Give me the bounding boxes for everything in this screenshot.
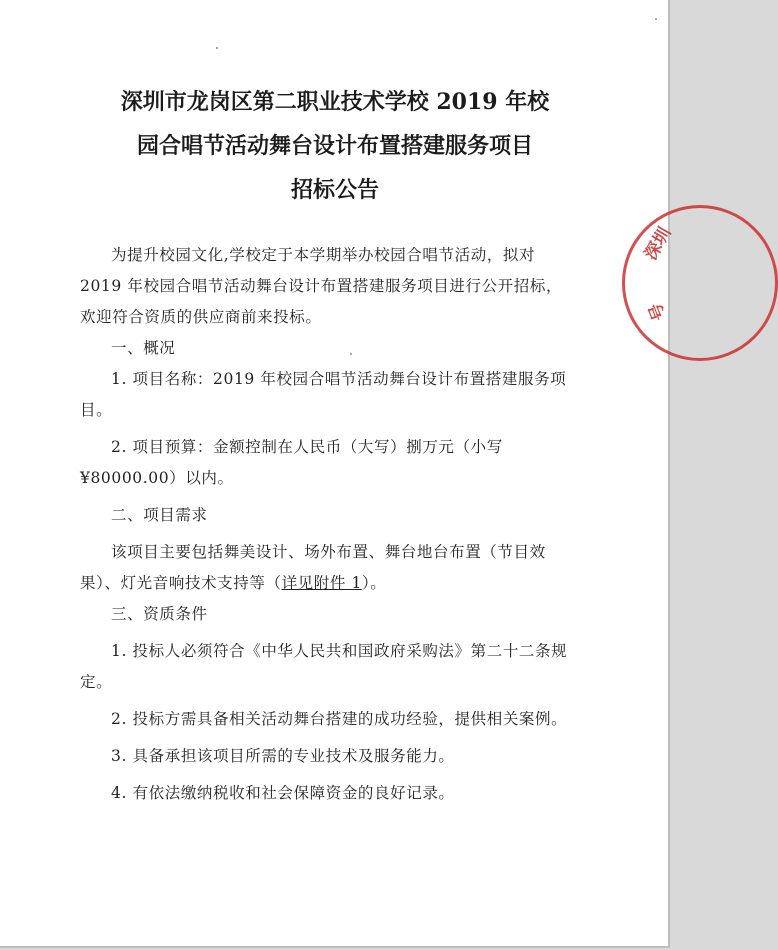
attachment-link[interactable]: 详见附件 1 <box>281 574 362 592</box>
requirements-text: 该项目主要包括舞美设计、场外布置、舞台地台布置（节目效果）、灯光音响技术支持等（ <box>80 543 546 592</box>
seal-text-top: 深圳 <box>641 224 676 264</box>
scan-speck <box>655 18 657 20</box>
seal-text-bottom: 号 <box>645 300 671 324</box>
document-body <box>80 240 570 809</box>
section-heading-overview: 一、概况 <box>111 339 176 357</box>
document-title <box>70 80 600 212</box>
requirements-paragraph <box>80 537 570 599</box>
qualification-item-1: 1. 投标人必须符合《中华人民共和国政府采购法》第二十二条规定。 <box>80 642 568 691</box>
qualification-item-3: 3. 具备承担该项目所需的专业技术及服务能力。 <box>111 747 455 765</box>
intro-paragraph: 为提升校园文化,学校定于本学期举办校园合唱节活动，拟对 2019 年校园合唱节活动舞台设计布置搭建服务项目进行公开招标，欢迎符合资质的供应商前来投标。 <box>80 246 563 326</box>
title-line-1: 深圳市龙岗区第二职业技术学校 2019 年校 <box>120 89 550 115</box>
qualification-item-2: 2. 投标方需具备相关活动舞台搭建的成功经验，提供相关案例。 <box>111 710 568 728</box>
section-heading-qualifications: 三、资质条件 <box>111 605 208 623</box>
overview-item-1: 1. 项目名称：2019 年校园合唱节活动舞台设计布置搭建服务项目。 <box>80 370 567 419</box>
title-line-3: 招标公告 <box>290 177 379 203</box>
overview-item-2: 2. 项目预算：金额控制在人民币（大写）捌万元（小写¥80000.00）以内。 <box>80 438 503 487</box>
official-seal <box>622 205 778 361</box>
section-heading-requirements: 二、项目需求 <box>111 506 208 524</box>
scan-speck <box>216 47 218 49</box>
requirements-text-end: ）。 <box>361 574 387 592</box>
title-line-2: 园合唱节活动舞台设计布置搭建服务项目 <box>136 133 533 159</box>
qualification-item-4: 4. 有依法缴纳税收和社会保障资金的良好记录。 <box>111 784 455 802</box>
